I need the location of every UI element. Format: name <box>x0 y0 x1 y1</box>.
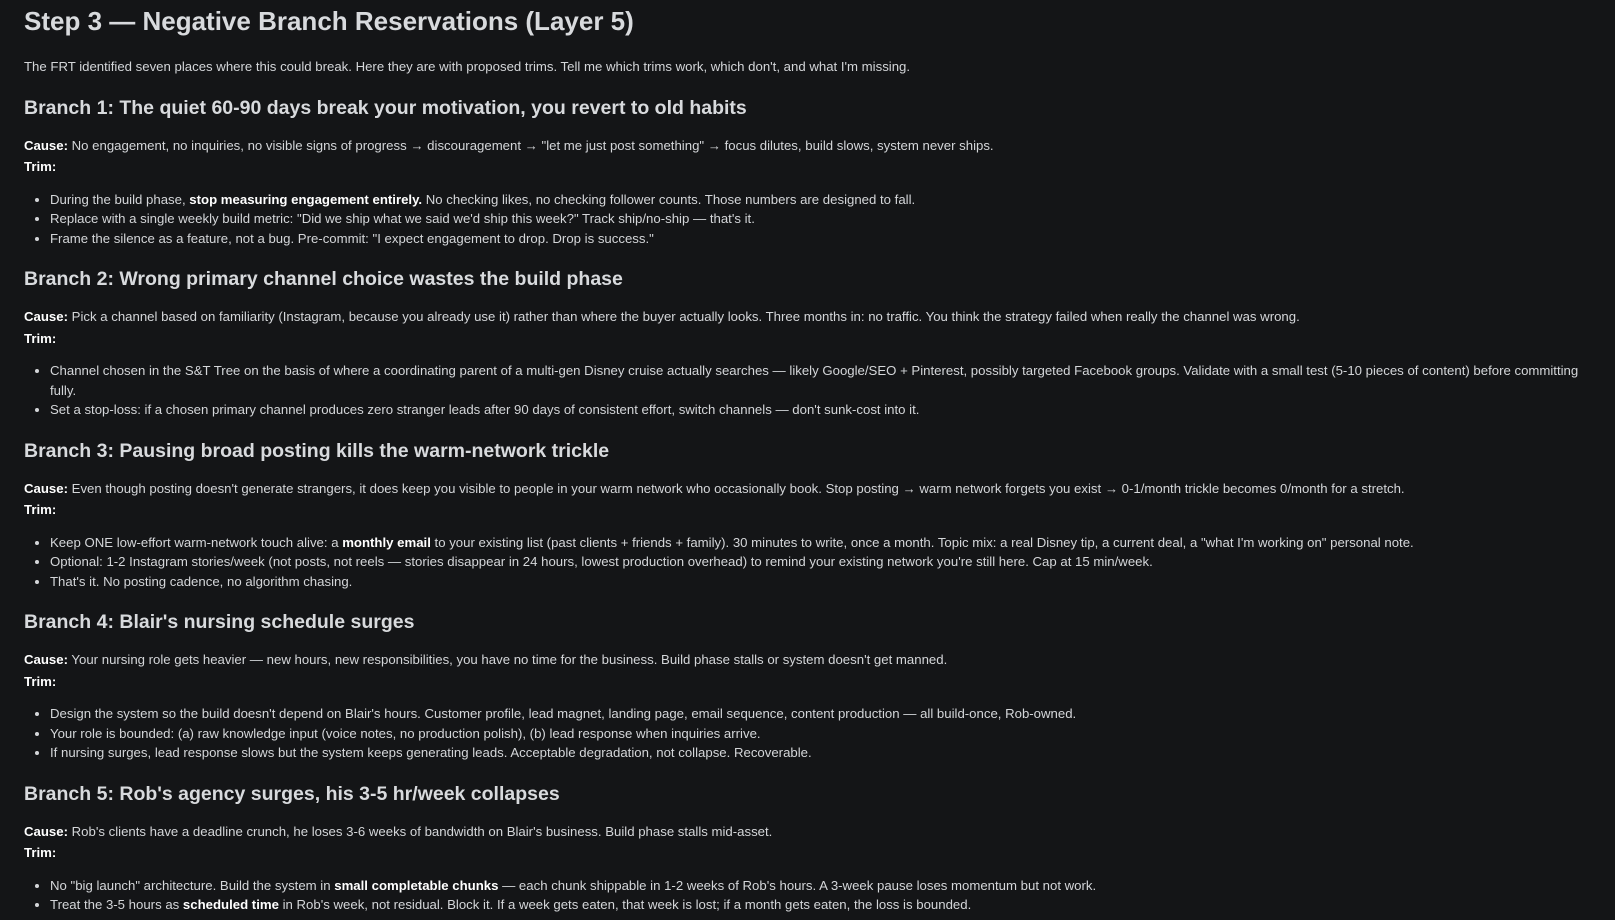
trim-list <box>24 190 1591 249</box>
trim-item <box>50 895 1591 915</box>
trim-text: No "big launch" architecture. Build the system in <box>50 877 335 893</box>
trim-text: Channel chosen in the S&T Tree on the basis of where a coordinating parent of a multi-gen Disney cruise actually searches — likely Google/SEO + Pinterest, possibly targeted Facebook groups. Validate with a small test (5-10 pieces of content) before committing fully. <box>50 363 1579 398</box>
branch-heading: Branch 4: Blair's nursing schedule surges <box>24 611 415 633</box>
branch-section <box>24 95 1591 249</box>
trim-item <box>50 533 1591 553</box>
branch-heading: Branch 2: Wrong primary channel choice wastes the build phase <box>24 268 623 290</box>
branch-heading: Branch 5: Rob's agency surges, his 3-5 hr/week collapses <box>24 782 560 805</box>
trim-text-continued: in Rob's week, not residual. Block it. If a week gets eaten, that week is lost; if a month gets eaten, the loss is bounded. <box>278 897 972 912</box>
trim-item <box>50 572 1591 592</box>
branch-section <box>24 266 1591 420</box>
trim-text: Keep ONE low-effort warm-network touch alive: a <box>50 534 343 550</box>
trim-list <box>24 704 1591 763</box>
trim-text: Replace with a single weekly build metric: "Did we ship what we said we'd ship this week?" Track ship/no-ship — that's it. <box>50 211 755 226</box>
trim-label: Trim: <box>24 159 57 174</box>
cause-text: Even though posting doesn't generate strangers, it does keep you visible to people in your warm network who occasionally book. Stop posting → warm network forgets you exist → 0-1/month trickle becomes 0/month for a stretch. <box>71 480 1405 496</box>
trim-label-line <box>24 672 1591 692</box>
trim-item <box>50 876 1591 896</box>
trim-text: Frame the silence as a feature, not a bug. Pre-commit: "I expect engagement to drop. Drop is success." <box>50 230 654 246</box>
trim-item <box>50 209 1591 229</box>
trim-label-line <box>24 329 1591 349</box>
trim-emphasis: monthly email <box>342 534 431 550</box>
trim-item <box>50 743 1591 763</box>
trim-text-continued: to your existing list (past clients + friends + family). 30 minutes to write, once a month. Topic mix: a real Disney tip, a current deal, a "what I'm working on" personal note. <box>430 534 1414 550</box>
trim-label: Trim: <box>24 330 57 346</box>
trim-text: Design the system so the build doesn't depend on Blair's hours. Customer profile, lead magnet, landing page, email sequence, content production — all build-once, Rob-owned. <box>50 706 1077 721</box>
branch-heading: Branch 1: The quiet 60-90 days break your motivation, you revert to old habits <box>24 96 747 119</box>
trim-item <box>50 229 1591 249</box>
branch-cause <box>24 822 1591 842</box>
branch-section <box>24 609 1591 763</box>
trim-item <box>50 400 1591 420</box>
trim-item <box>50 361 1591 400</box>
trim-item <box>50 724 1591 744</box>
trim-label: Trim: <box>24 502 57 517</box>
branch-cause <box>24 479 1591 499</box>
trim-text: Your role is bounded: (a) raw knowledge input (voice notes, no production polish), (b) lead response when inquiries arrive. <box>50 725 761 741</box>
trim-emphasis: scheduled time <box>182 897 279 912</box>
branch-section <box>24 781 1591 915</box>
branch-list <box>24 95 1591 915</box>
trim-label-line <box>24 500 1591 520</box>
branch-cause <box>24 307 1591 327</box>
cause-label: Cause: <box>24 480 68 496</box>
trim-item <box>50 552 1591 572</box>
cause-label: Cause: <box>24 823 68 839</box>
trim-text: Treat the 3-5 hours as <box>50 897 183 912</box>
intro-paragraph: The FRT identified seven places where this could break. Here they are with proposed trims. Tell me which trims work, which don't, and what I'm missing. <box>24 59 911 74</box>
trim-label: Trim: <box>24 845 57 860</box>
trim-text-continued: No checking likes, no checking follower counts. Those numbers are designed to fall. <box>422 191 916 207</box>
cause-text: Your nursing role gets heavier — new hours, new responsibilities, you have no time for the business. Build phase stalls or system doesn't get manned. <box>71 652 948 667</box>
trim-text: During the build phase, <box>50 191 190 207</box>
cause-label: Cause: <box>24 137 68 153</box>
trim-list <box>24 361 1591 420</box>
branch-section <box>24 438 1591 592</box>
trim-list <box>24 533 1591 592</box>
trim-text: That's it. No posting cadence, no algorithm chasing. <box>50 573 353 589</box>
trim-label-line <box>24 843 1591 863</box>
cause-text: No engagement, no inquiries, no visible signs of progress → discouragement → "let me just post something" → focus dilutes, build slows, system never ships. <box>71 137 994 153</box>
branch-cause <box>24 136 1591 156</box>
cause-text: Pick a channel based on familiarity (Instagram, because you already use it) rather than where the buyer actually looks. Three months in: no traffic. You think the strategy failed when really the channel was wrong. <box>71 309 1300 324</box>
trim-text: Set a stop-loss: if a chosen primary channel produces zero stranger leads after 90 days of consistent effort, switch channels — don't sunk-cost into it. <box>50 402 920 417</box>
branch-heading: Branch 3: Pausing broad posting kills the warm-network trickle <box>24 439 610 462</box>
trim-label: Trim: <box>24 673 57 689</box>
trim-list <box>24 876 1591 915</box>
cause-label: Cause: <box>24 652 68 667</box>
trim-item <box>50 190 1591 210</box>
trim-emphasis: small completable chunks <box>334 877 499 893</box>
trim-emphasis: stop measuring engagement entirely. <box>189 191 423 207</box>
trim-text-continued: — each chunk shippable in 1-2 weeks of Rob's hours. A 3-week pause loses momentum but not work. <box>498 877 1097 893</box>
page-title: Step 3 — Negative Branch Reservations (Layer 5) <box>24 6 634 36</box>
trim-text: Optional: 1-2 Instagram stories/week (not posts, not reels — stories disappear in 24 hours, lowest production overhead) to remind your existing network you're still here. Cap at 15 min/week. <box>50 554 1153 569</box>
branch-cause <box>24 650 1591 670</box>
cause-text: Rob's clients have a deadline crunch, he loses 3-6 weeks of bandwidth on Blair's business. Build phase stalls mid-asset. <box>71 823 773 839</box>
trim-item <box>50 704 1591 724</box>
trim-text: If nursing surges, lead response slows but the system keeps generating leads. Acceptable degradation, not collapse. Recoverable. <box>50 745 812 760</box>
trim-label-line <box>24 157 1591 177</box>
cause-label: Cause: <box>24 309 68 324</box>
